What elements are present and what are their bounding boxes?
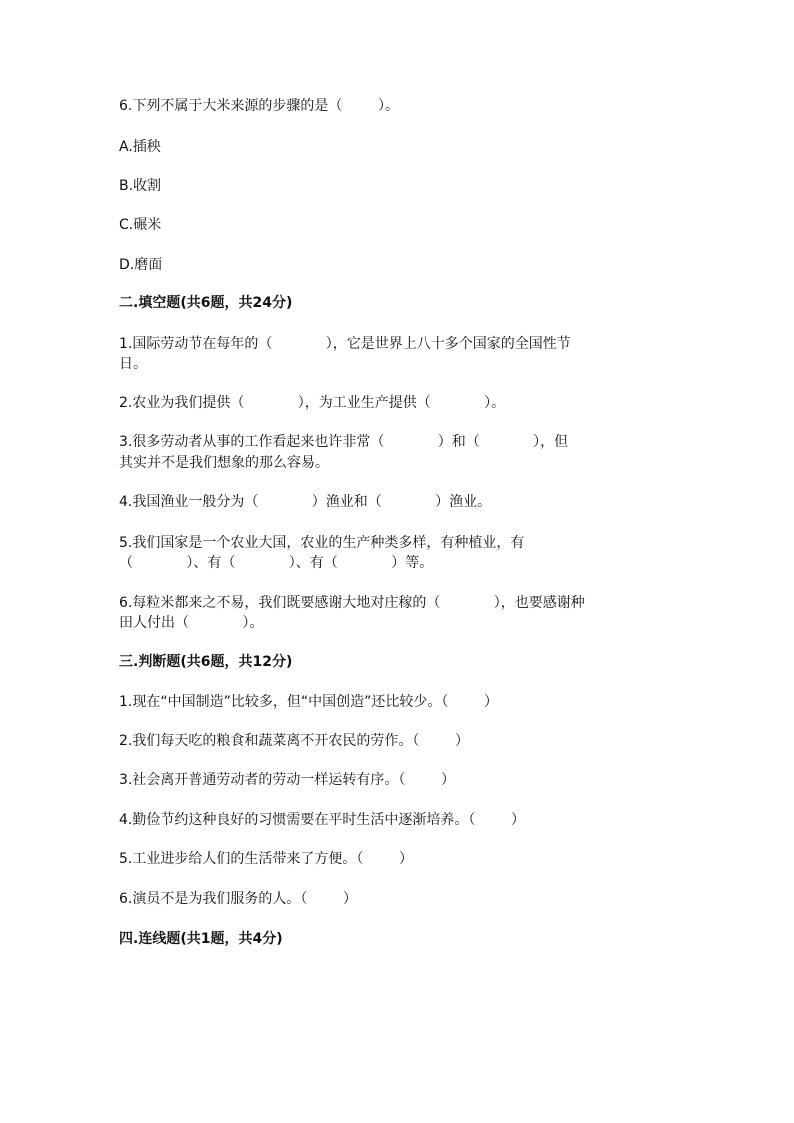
judgment-item: 4.勤俭节约这种良好的习惯需要在平时生活中逐渐培养。（ ） (119, 812, 525, 828)
fill-blank-item-continued: 田人付出（ ）。 (119, 615, 264, 631)
judgment-item: 1.现在“中国制造”比较多，但“中国创造”还比较少。（ ） (119, 694, 498, 710)
judgment-item: 5.工业进步给人们的生活带来了方便。（ ） (119, 851, 413, 867)
fill-blank-item: 5.我们国家是一个农业大国，农业的生产种类多样，有种植业，有 (119, 535, 525, 551)
fill-blank-item: 1.国际劳动节在每年的（ ），它是世界上八十多个国家的全国性节 (119, 336, 571, 352)
fill-blank-item: 4.我国渔业一般分为（ ）渔业和（ ）渔业。 (119, 494, 492, 510)
option-c: C.碾米 (119, 217, 162, 233)
fill-blank-item: 2.农业为我们提供（ ），为工业生产提供（ ）。 (119, 395, 506, 411)
section-heading: 四.连线题(共1题，共4分) (119, 931, 283, 947)
fill-blank-item: 3.很多劳动者从事的工作看起来也许非常（ ）和（ ），但 (119, 434, 569, 450)
fill-blank-item-continued: 其实并不是我们想象的那么容易。 (119, 455, 329, 471)
section-heading: 三.判断题(共6题，共12分) (119, 654, 293, 670)
option-a: A.插秧 (119, 139, 161, 155)
fill-blank-item-continued: 日。 (119, 356, 147, 372)
fill-blank-item-continued: （ ）、有（ ）、有（ ）等。 (119, 555, 434, 571)
fill-blank-item: 6.每粒米都来之不易，我们既要感谢大地对庄稼的（ ），也要感谢种 (119, 595, 585, 611)
judgment-item: 6.演员不是为我们服务的人。（ ） (119, 891, 357, 907)
section-heading: 二.填空题(共6题，共24分) (119, 295, 293, 311)
judgment-item: 3.社会离开普通劳动者的劳动一样运转有序。（ ） (119, 772, 455, 788)
option-b: B.收割 (119, 178, 162, 194)
judgment-item: 2.我们每天吃的粮食和蔬菜离不开农民的劳作。（ ） (119, 733, 469, 749)
option-d: D.磨面 (119, 257, 163, 273)
question-stem: 6.下列不属于大米来源的步骤的是（ ）。 (119, 98, 399, 114)
